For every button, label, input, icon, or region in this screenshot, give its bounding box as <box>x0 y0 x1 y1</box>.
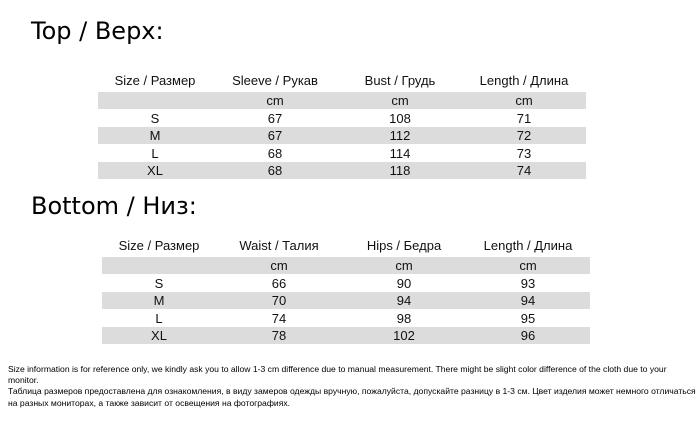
size-cell: M <box>98 127 212 145</box>
value-cell: 98 <box>342 310 466 328</box>
bottom-section-title: Bottom / Низ: <box>31 192 197 220</box>
size-disclaimer <box>8 364 696 409</box>
bust-column-header: Bust / Грудь <box>364 73 436 88</box>
value-cell: 90 <box>342 275 466 293</box>
top-size-table <box>98 70 586 179</box>
value-cell: 95 <box>466 310 590 328</box>
waist-column-header: Waist / Талия <box>239 238 319 253</box>
value-cell: 74 <box>462 162 586 179</box>
bottom-size-table <box>102 235 590 344</box>
size-cell: XL <box>102 327 216 344</box>
value-cell: 78 <box>216 327 342 344</box>
value-cell: 67 <box>212 110 338 128</box>
table-row <box>98 162 586 179</box>
value-cell: 70 <box>216 292 342 310</box>
table-header-row <box>102 235 590 257</box>
value-cell: 67 <box>212 127 338 145</box>
table-header-row <box>98 70 586 92</box>
length-column-header: Length / Длина <box>479 73 569 88</box>
value-cell: 68 <box>212 162 338 179</box>
size-cell: M <box>102 292 216 310</box>
value-cell: 93 <box>466 275 590 293</box>
size-cell: S <box>102 275 216 293</box>
value-cell: 96 <box>466 327 590 344</box>
value-cell: 102 <box>342 327 466 344</box>
value-cell: 112 <box>338 127 462 145</box>
unit-cell: cm <box>216 257 342 275</box>
units-row <box>102 257 590 275</box>
size-cell: L <box>98 145 212 163</box>
table-row <box>102 310 590 328</box>
disclaimer-english: Size information is for reference only, we kindly ask you to allow 1-3 cm difference due to manual measurement. There might be slight color difference of the cloth due to your monitor. <box>8 364 667 386</box>
value-cell: 114 <box>338 145 462 163</box>
value-cell: 68 <box>212 145 338 163</box>
size-column-header: Size / Размер <box>118 238 200 253</box>
sleeve-column-header: Sleeve / Рукав <box>232 73 318 88</box>
table-row <box>98 145 586 163</box>
unit-cell: cm <box>342 257 466 275</box>
size-column-header: Size / Размер <box>114 73 196 88</box>
unit-cell: cm <box>466 257 590 275</box>
value-cell: 94 <box>466 292 590 310</box>
unit-cell: cm <box>338 92 462 110</box>
size-cell: L <box>102 310 216 328</box>
disclaimer-russian: Таблица размеров предоставлена для ознакомления, в виду замеров одежды вручную, пожалуйста, допускайте разницу в 1-3 см. Цвет изделия может немного отличаться на разных мониторах, а также зависит от освещения на фотографиях. <box>8 386 696 408</box>
size-cell: XL <box>98 162 212 179</box>
value-cell: 66 <box>216 275 342 293</box>
value-cell: 108 <box>338 110 462 128</box>
size-cell: S <box>98 110 212 128</box>
unit-cell: cm <box>462 92 586 110</box>
length-column-header: Length / Длина <box>483 238 573 253</box>
top-section-title: Top / Верх: <box>31 17 164 45</box>
unit-cell <box>102 257 216 275</box>
value-cell: 74 <box>216 310 342 328</box>
hips-column-header: Hips / Бедра <box>366 238 442 253</box>
table-row <box>98 110 586 128</box>
unit-cell: cm <box>212 92 338 110</box>
unit-cell <box>98 92 212 110</box>
value-cell: 94 <box>342 292 466 310</box>
value-cell: 71 <box>462 110 586 128</box>
value-cell: 72 <box>462 127 586 145</box>
table-row <box>102 275 590 293</box>
table-row <box>102 292 590 310</box>
value-cell: 73 <box>462 145 586 163</box>
value-cell: 118 <box>338 162 462 179</box>
units-row <box>98 92 586 110</box>
table-row <box>98 127 586 145</box>
table-row <box>102 327 590 344</box>
